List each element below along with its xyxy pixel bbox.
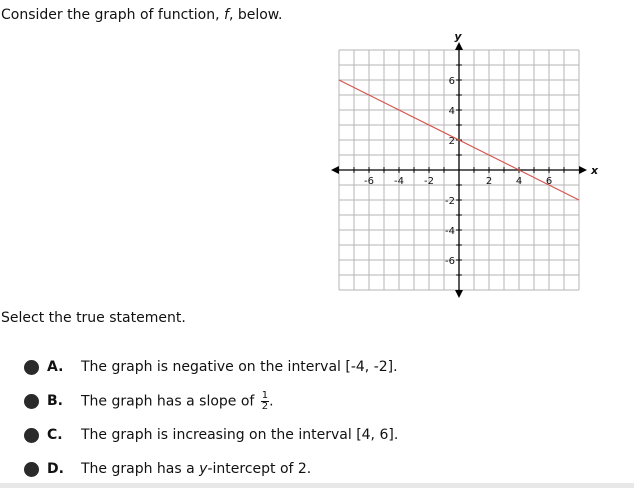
- x-tick-label: -6: [364, 176, 374, 187]
- option-a-text: The graph is negative on the interval [-4, -2].: [81, 359, 398, 375]
- option-c[interactable]: [24, 418, 584, 452]
- option-d-after: -intercept of 2.: [207, 461, 312, 477]
- x-axis-arrow-left: [331, 166, 339, 174]
- option-b-letter: B.: [47, 393, 63, 409]
- x-tick-label: 6: [545, 176, 553, 187]
- option-b-text: [81, 391, 274, 412]
- graph-svg: [334, 30, 599, 296]
- option-b-after: .: [269, 393, 274, 409]
- y-tick-label: -4: [445, 226, 455, 237]
- radio-c[interactable]: [24, 428, 39, 443]
- option-b-lead: The graph has a slope of: [81, 393, 259, 409]
- option-d-variable: y: [199, 461, 208, 477]
- x-tick-label: -4: [394, 176, 404, 187]
- radio-b[interactable]: [24, 394, 39, 409]
- fraction-denominator: 2: [261, 400, 269, 412]
- y-axis-arrow-up: [455, 42, 463, 50]
- prompt-after: , below.: [228, 7, 283, 23]
- option-d-before: The graph has a: [81, 461, 200, 477]
- x-tick-label: -2: [424, 176, 434, 187]
- y-tick-label: 2: [448, 136, 455, 147]
- radio-a[interactable]: [24, 360, 39, 375]
- y-tick-label: -6: [445, 256, 455, 267]
- y-tick-label: 6: [448, 76, 455, 87]
- x-tick-label: 2: [485, 176, 493, 187]
- option-c-text: The graph is increasing on the interval [4, 6].: [81, 427, 399, 443]
- option-a[interactable]: [24, 350, 584, 384]
- y-tick-label: 4: [448, 106, 455, 117]
- question-text: Select the true statement.: [1, 310, 186, 326]
- prompt-before: Consider the graph of function,: [1, 7, 224, 23]
- x-axis-label: x: [591, 164, 599, 177]
- fraction-one-half: [261, 391, 269, 412]
- option-d-text: [81, 461, 311, 477]
- function-graph: [334, 30, 599, 296]
- option-b[interactable]: [24, 384, 584, 418]
- option-d[interactable]: [24, 452, 584, 486]
- bottom-bar: [0, 483, 634, 488]
- option-d-letter: D.: [47, 461, 64, 477]
- y-tick-label: -2: [445, 196, 455, 207]
- prompt-function-name: f: [224, 7, 229, 23]
- y-axis-arrow-down: [455, 290, 463, 298]
- option-c-letter: C.: [47, 427, 63, 443]
- fraction-numerator: 1: [261, 389, 269, 401]
- option-a-letter: A.: [47, 359, 64, 375]
- prompt-text: [1, 7, 282, 23]
- x-tick-label: 4: [515, 176, 523, 187]
- y-axis-label: y: [454, 30, 462, 43]
- radio-d[interactable]: [24, 462, 39, 477]
- answer-options: [24, 350, 584, 486]
- x-axis-arrow-right: [579, 166, 587, 174]
